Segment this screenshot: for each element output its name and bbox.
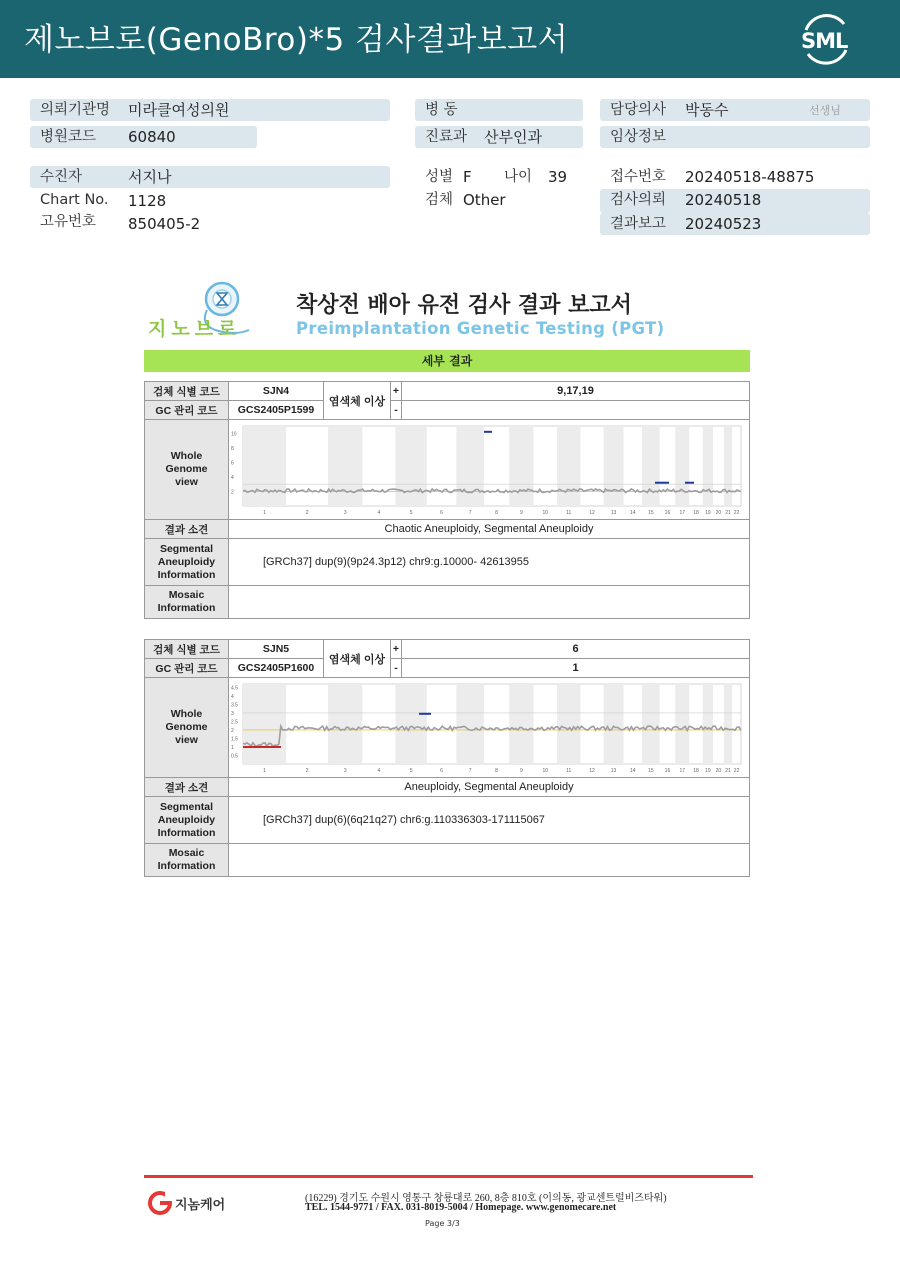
y-tick-label: 2 [231, 727, 234, 734]
x-tick-label: 14 [629, 768, 636, 774]
whole-genome-view-label: Whole Genome view [145, 420, 229, 520]
ward-label: 병 동 [415, 99, 583, 121]
chromosome-band [395, 684, 426, 764]
genomecare-logo [147, 1190, 237, 1216]
sex-label: 성별 [425, 169, 454, 185]
x-tick-label: 16 [664, 510, 671, 516]
chromosome-band [328, 684, 362, 764]
x-tick-label: 4 [377, 768, 381, 774]
segmental-value: [GRCh37] dup(9)(9p24.3p12) chr9:g.10000- 42613955 [229, 539, 750, 586]
footer-contact: TEL. 1544-9771 / FAX. 031-8019-5004 / Homepage. www.genomecare.net [305, 1202, 617, 1213]
y-tick-label: 8 [231, 445, 234, 452]
x-tick-label: 18 [693, 510, 699, 516]
doctor-suffix: 선생님 [809, 104, 841, 117]
y-tick-label: 2.5 [231, 719, 238, 726]
department-value: 산부인과 [484, 128, 542, 146]
gc-code-value: GCS2405P1600 [229, 659, 324, 678]
chromosome-band [243, 684, 286, 764]
x-tick-label: 2 [305, 510, 309, 516]
whole-genome-view-label: Whole Genome view [145, 678, 229, 778]
x-tick-label: 7 [468, 768, 472, 774]
x-tick-label: 19 [705, 768, 711, 774]
chart-no-label: Chart No. [40, 192, 109, 208]
x-tick-label: 13 [610, 768, 617, 774]
x-tick-label: 21 [725, 510, 731, 516]
hospital-code-value: 60840 [128, 128, 176, 146]
gc-logo-icon [147, 1190, 173, 1216]
finding-value: Chaotic Aneuploidy, Segmental Aneuploidy [229, 520, 750, 539]
x-tick-label: 17 [679, 510, 686, 516]
chromosome-band [509, 684, 533, 764]
sample-id-value: SJN4 [229, 382, 324, 401]
gain-chromosomes: 9,17,19 [402, 382, 750, 401]
x-tick-label: 16 [664, 768, 671, 774]
chromosome-band [675, 684, 689, 764]
x-tick-label: 11 [566, 510, 572, 516]
gain-sign: + [391, 382, 402, 401]
chromosome-band [557, 426, 580, 506]
gain-sign: + [391, 640, 402, 659]
report-title: 제노브로(GenoBro)*5 검사결과보고서 [24, 22, 569, 58]
genome-plot-sjn5 [229, 678, 749, 774]
receipt-no-label: 접수번호 [610, 169, 667, 185]
x-tick-label: 14 [629, 510, 636, 516]
genomecare-name: 지놈케어 [175, 1198, 226, 1213]
loss-sign: - [391, 401, 402, 420]
clinical-info-label: 임상정보 [600, 126, 870, 148]
x-tick-label: 6 [440, 510, 443, 516]
sml-logo-text: SML [801, 29, 848, 53]
segment-marker [484, 431, 492, 433]
page-number: Page 3/3 [425, 1219, 460, 1228]
chromosome-band [395, 426, 426, 506]
x-tick-label: 5 [409, 510, 413, 516]
x-tick-label: 3 [343, 510, 347, 516]
y-tick-label: 10 [231, 431, 237, 438]
chromosome-band [703, 684, 713, 764]
genome-plot-cell [229, 678, 750, 778]
doctor-label: 담당의사 [600, 99, 870, 121]
chromosome-band [703, 426, 713, 506]
segmental-value: [GRCh37] dup(6)(6q21q27) chr6:g.110336303-171115067 [229, 797, 750, 844]
gc-code-label: GC 관리 코드 [145, 401, 229, 420]
chromosome-band [642, 426, 660, 506]
loss-sign: - [391, 659, 402, 678]
x-tick-label: 22 [733, 768, 740, 774]
segment-marker [685, 482, 694, 484]
y-tick-label: 2 [231, 489, 234, 496]
x-tick-label: 10 [542, 768, 549, 774]
segment-marker [243, 746, 281, 748]
patient-value: 서지나 [128, 168, 172, 186]
x-tick-label: 9 [519, 768, 523, 774]
pgt-title-korean: 착상전 배아 유전 검사 결과 보고서 [296, 293, 632, 318]
result-table-sjn4 [144, 381, 750, 619]
department-label: 진료과 [415, 126, 583, 148]
chromosome-band [557, 684, 580, 764]
y-tick-label: 1 [231, 744, 234, 751]
x-tick-label: 8 [495, 510, 498, 516]
x-tick-label: 1 [263, 768, 266, 774]
finding-label: 결과 소견 [145, 520, 229, 539]
institution-label: 의뢰기관명 [30, 99, 390, 121]
x-tick-label: 12 [589, 510, 595, 516]
x-tick-label: 4 [377, 510, 381, 516]
chromosome-band [724, 426, 732, 506]
result-table-sjn5 [144, 639, 750, 877]
x-tick-label: 5 [409, 768, 413, 774]
finding-value: Aneuploidy, Segmental Aneuploidy [229, 778, 750, 797]
chromosome-band [243, 426, 286, 506]
y-tick-label: 3.5 [231, 702, 238, 709]
x-tick-label: 8 [495, 768, 498, 774]
footer-divider [144, 1175, 753, 1178]
y-tick-label: 4 [231, 474, 234, 481]
chromosome-band [604, 426, 624, 506]
x-tick-label: 11 [566, 768, 572, 774]
x-tick-label: 21 [725, 768, 731, 774]
plot-frame [243, 684, 741, 764]
loss-chromosomes [402, 401, 750, 420]
segment-marker [419, 713, 431, 715]
segment-marker [655, 482, 669, 484]
mosaic-value [229, 844, 750, 877]
report-date-value: 20240523 [685, 215, 762, 233]
chromosome-band [724, 684, 732, 764]
x-tick-label: 9 [519, 510, 523, 516]
x-tick-label: 6 [440, 768, 443, 774]
segmental-label: Segmental Aneuploidy Information [145, 539, 229, 586]
loss-chromosomes: 1 [402, 659, 750, 678]
request-date-label: 검사의뢰 [600, 189, 870, 213]
hospital-code-label: 병원코드 [30, 126, 257, 148]
sample-id-label: 검체 식별 코드 [145, 382, 229, 401]
specimen-label: 검체 [425, 192, 454, 208]
chromosome-band [642, 684, 660, 764]
y-tick-label: 0.5 [231, 753, 238, 760]
genome-plot-cell [229, 420, 750, 520]
x-tick-label: 17 [679, 768, 686, 774]
genome-plot-sjn4 [229, 420, 749, 516]
x-tick-label: 19 [705, 510, 711, 516]
institution-value: 미라클여성의원 [128, 101, 230, 119]
abnormality-label: 염색체 이상 [324, 640, 391, 678]
x-tick-label: 12 [589, 768, 595, 774]
y-tick-label: 6 [231, 460, 234, 467]
gc-code-value: GCS2405P1599 [229, 401, 324, 420]
request-date-value: 20240518 [685, 191, 762, 209]
chart-no-value: 1128 [128, 192, 167, 210]
y-tick-label: 3 [231, 710, 234, 717]
plot-frame [243, 426, 741, 506]
x-tick-label: 2 [305, 768, 309, 774]
x-tick-label: 10 [542, 510, 549, 516]
x-tick-label: 22 [733, 510, 740, 516]
mosaic-value [229, 586, 750, 619]
patient-label: 수진자 [30, 166, 390, 188]
unique-no-label: 고유번호 [40, 214, 97, 230]
gc-code-label: GC 관리 코드 [145, 659, 229, 678]
x-tick-label: 7 [468, 510, 472, 516]
x-tick-label: 20 [715, 768, 722, 774]
section-header: 세부 결과 [144, 350, 750, 372]
gain-chromosomes: 6 [402, 640, 750, 659]
y-tick-label: 4.5 [231, 685, 238, 692]
x-tick-label: 15 [648, 768, 654, 774]
genobro-logo [145, 280, 265, 340]
x-tick-label: 20 [715, 510, 722, 516]
receipt-no-value: 20240518-48875 [685, 168, 815, 186]
sample-id-label: 검체 식별 코드 [145, 640, 229, 659]
segmental-label: Segmental Aneuploidy Information [145, 797, 229, 844]
chromosome-band [456, 426, 484, 506]
x-tick-label: 1 [263, 510, 266, 516]
chromosome-band [328, 426, 362, 506]
mosaic-label: Mosaic Information [145, 844, 229, 877]
age-label: 나이 [504, 169, 533, 185]
report-date-label: 결과보고 [600, 213, 870, 235]
y-tick-label: 1.5 [231, 736, 238, 743]
specimen-value: Other [463, 191, 506, 209]
chromosome-band [675, 426, 689, 506]
sml-logo [798, 12, 854, 66]
sample-id-value: SJN5 [229, 640, 324, 659]
x-tick-label: 3 [343, 768, 347, 774]
chromosome-band [604, 684, 624, 764]
x-tick-label: 13 [610, 510, 617, 516]
pgt-title-english: Preimplantation Genetic Testing (PGT) [296, 319, 665, 338]
chromosome-band [456, 684, 484, 764]
doctor-value: 박동수 [685, 101, 729, 119]
abnormality-label: 염색체 이상 [324, 382, 391, 420]
header-bar [0, 0, 900, 78]
sex-value: F [463, 168, 472, 186]
finding-label: 결과 소견 [145, 778, 229, 797]
chromosome-band [509, 426, 533, 506]
x-tick-label: 15 [648, 510, 654, 516]
genobro-brand: 지노브로 [148, 318, 242, 340]
unique-no-value: 850405-2 [128, 215, 201, 233]
x-tick-label: 18 [693, 768, 699, 774]
age-value: 39 [548, 168, 568, 186]
footer-address: (16229) 경기도 수원시 영통구 창룡대로 260, 8층 810호 (이의동, 광교센트럴비즈타워) [305, 1193, 667, 1204]
y-tick-label: 4 [231, 693, 234, 700]
mosaic-label: Mosaic Information [145, 586, 229, 619]
